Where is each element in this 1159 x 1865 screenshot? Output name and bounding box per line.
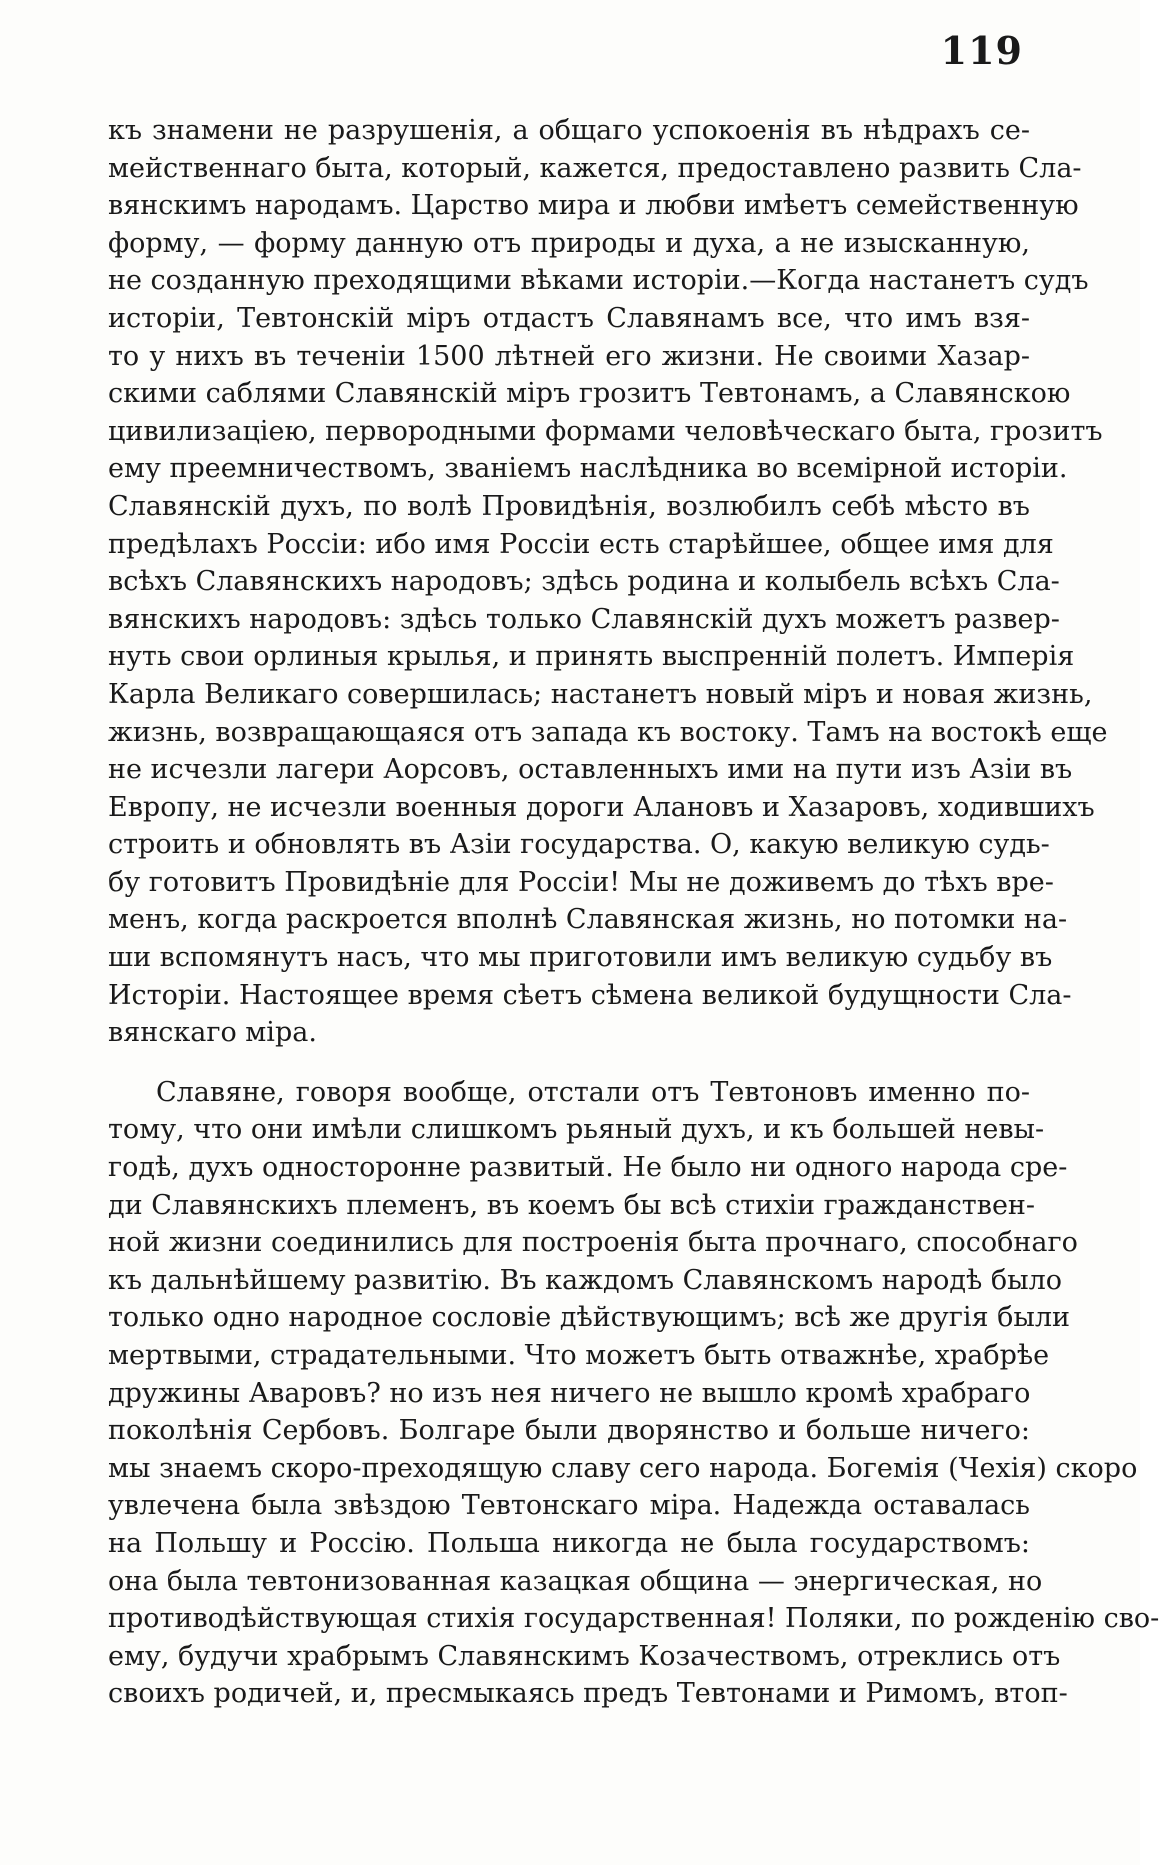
text-line: нуть свои орлиныя крылья, и принять выспренній полетъ. Имперія xyxy=(108,641,1075,673)
text-line: ди Славянскихъ племенъ, въ коемъ бы всѣ стихіи гражданствен- xyxy=(108,1189,1036,1221)
text-line: Карла Великаго совершилась; настанетъ новый міръ и новая жизнь, xyxy=(108,678,1093,710)
text-line: на Польшу и Россію. Польша никогда не была государствомъ: xyxy=(108,1527,1030,1559)
text-line: не исчезли лагери Аорсовъ, оставленныхъ ими на пути изъ Азіи въ xyxy=(108,754,1073,786)
text-line: дружины Аваровъ? но изъ нея ничего не вышло кромѣ храбраго xyxy=(108,1377,1031,1409)
text-line: форму, — форму данную отъ природы и духа, а не изысканную, xyxy=(108,227,1030,259)
text-line: бу готовитъ Провидѣніе для Россіи! Мы не доживемъ до тѣхъ вре- xyxy=(108,866,1054,898)
text-line: ной жизни соединились для построенія быта прочнаго, способнаго xyxy=(108,1227,1078,1259)
body-text xyxy=(108,112,1159,1713)
text-line: менъ, когда раскроется вполнѣ Славянская жизнь, но потомки на- xyxy=(108,904,1068,936)
text-line: къ знамени не разрушенія, а общаго успокоенія въ нѣдрахъ се- xyxy=(108,115,1030,146)
text-line: мертвыми, страдательными. Что можетъ быть отважнѣе, храбрѣе xyxy=(108,1340,1050,1371)
text-line: исторіи, Тевтонскій міръ отдастъ Славянамъ все, что имъ взя- xyxy=(108,302,1030,334)
text-line: тому, что они имѣли слишкомъ рьяный духъ, и къ большей невы- xyxy=(108,1114,1045,1146)
text-line: цивилизаціею, первородными формами человѣческаго быта, грозитъ xyxy=(108,415,1103,447)
text-line: вянскихъ народовъ: здѣсь только Славянскій духъ можетъ развер- xyxy=(108,603,1060,635)
text-line: противодѣйствующая стихія государственная! Поляки, по рожденію сво- xyxy=(108,1603,1159,1635)
text-line: Славянскій духъ, по волѣ Провидѣнія, возлюбилъ себѣ мѣсто въ xyxy=(108,490,1030,522)
text-line: только одно народное сословіе дѣйствующимъ; всѣ же другія были xyxy=(108,1302,1071,1334)
text-line: предѣлахъ Россіи: ибо имя Россіи есть старѣйшее, общее имя для xyxy=(108,528,1054,560)
text-line: жизнь, возвращающаяся отъ запада къ востоку. Тамъ на востокѣ еще xyxy=(108,716,1108,748)
text-line: увлечена была звѣздою Тевтонскаго міра. Надежда оставалась xyxy=(108,1490,1030,1522)
text-line: она была тевтонизованная казацкая община — энергическая, но xyxy=(108,1565,1043,1597)
text-line: своихъ родичей, и, пресмыкаясь предъ Тевтонами и Римомъ, втоп- xyxy=(108,1678,1068,1710)
text-line: вянскимъ народамъ. Царство мира и любви имѣетъ семейственную xyxy=(108,190,1079,222)
text-line: ему преемничествомъ, званіемъ наслѣдника во всемірной исторіи. xyxy=(108,453,1068,485)
text-line: не созданную преходящими вѣками исторіи.—Когда настанетъ судъ xyxy=(108,265,1089,297)
text-line: вянскаго міра. xyxy=(108,1017,317,1049)
text-line: скими саблями Славянскій міръ грозитъ Тевтонамъ, а Славянскою xyxy=(108,378,1071,410)
paragraph-gap xyxy=(108,1052,1030,1074)
page-number: 119 xyxy=(940,28,1023,73)
paragraph-2 xyxy=(108,1074,1159,1713)
paragraph-1 xyxy=(108,112,1108,1052)
text-line: ши вспомянутъ насъ, что мы приготовили имъ великую судьбу въ xyxy=(108,942,1053,974)
text-line: то у нихъ въ теченіи 1500 лѣтней его жизни. Не своими Хазар- xyxy=(108,340,1030,372)
text-line: Исторіи. Настоящее время сѣетъ сѣмена великой будущности Сла- xyxy=(108,979,1072,1011)
text-line: строить и обновлять въ Азіи государства. О, какую великую судь- xyxy=(108,829,1050,861)
text-line: къ дальнѣйшему развитію. Въ каждомъ Славянскомъ народѣ было xyxy=(108,1264,1063,1296)
text-line: годѣ, духъ односторонне развитый. Не было ни одного народа сре- xyxy=(108,1152,1068,1184)
text-line: мы знаемъ скоро-преходящую славу сего народа. Богемія (Чехія) скоро xyxy=(108,1452,1138,1484)
text-line: Европу, не исчезли военныя дороги Алановъ и Хазаровъ, ходившихъ xyxy=(108,791,1095,823)
text-line: Славяне, говоря вообще, отстали отъ Тевтоновъ именно по- xyxy=(156,1076,1030,1108)
text-line: ему, будучи храбрымъ Славянскимъ Козачествомъ, отреклись отъ xyxy=(108,1640,1061,1672)
text-line: поколѣнія Сербовъ. Болгаре были дворянство и больше ничего: xyxy=(108,1415,1030,1447)
text-line: мейственнаго быта, который, кажется, предоставлено развить Сла- xyxy=(108,152,1082,184)
text-line: всѣхъ Славянскихъ народовъ; здѣсь родина и колыбель всѣхъ Сла- xyxy=(108,566,1060,598)
